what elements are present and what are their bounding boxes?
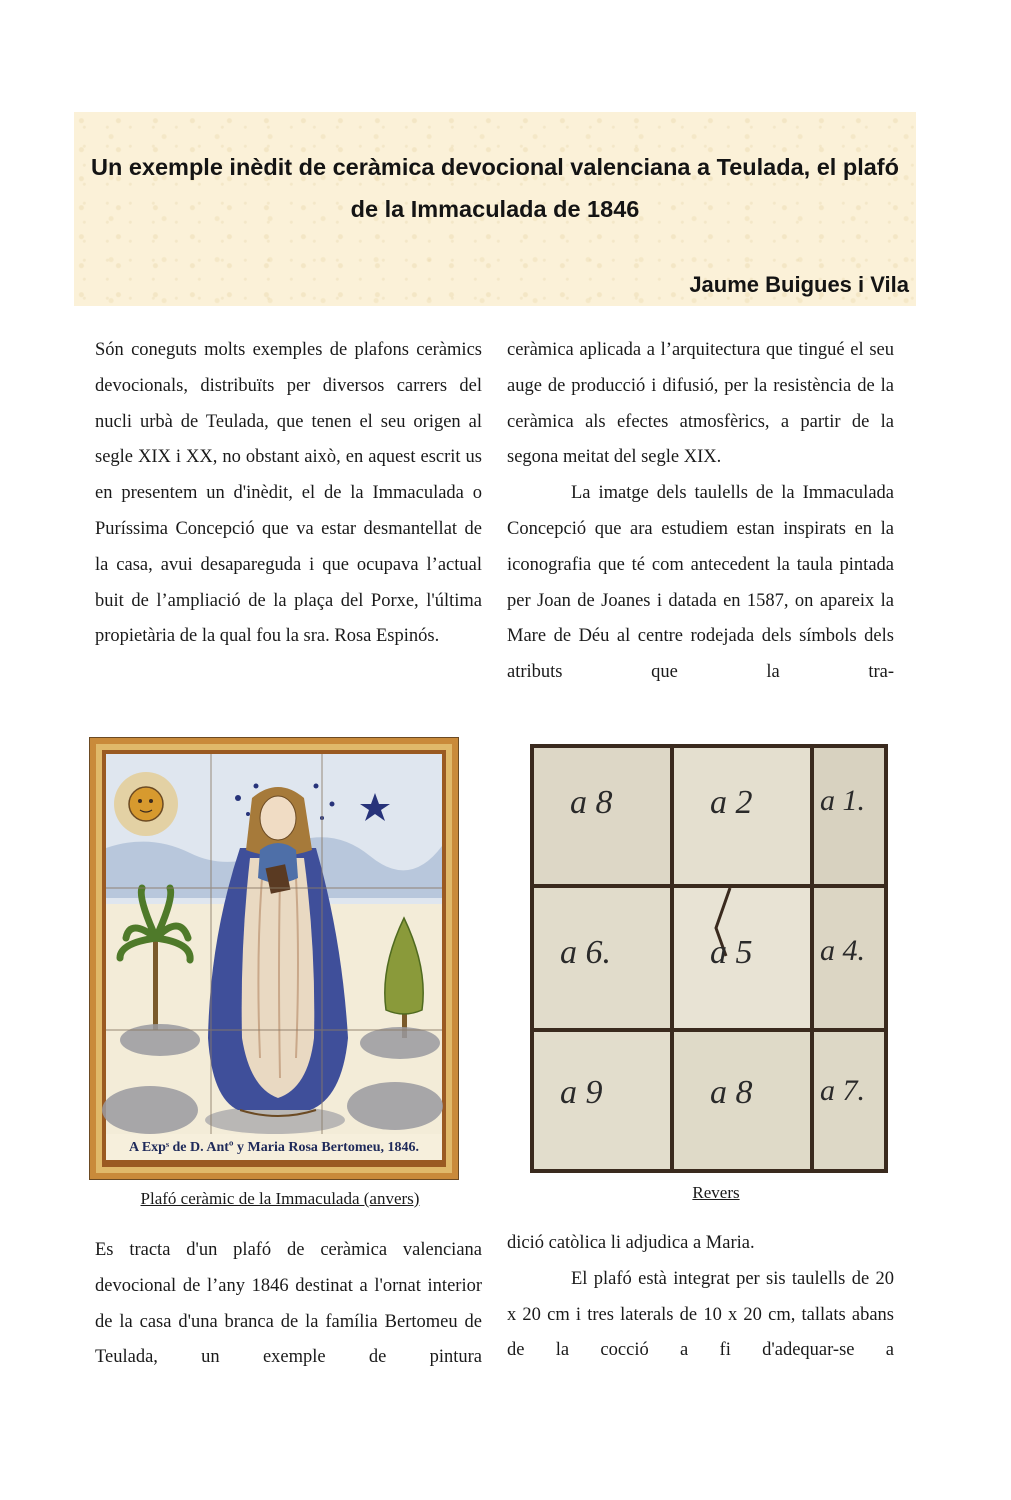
- tile-mark: a 8: [570, 784, 613, 821]
- tile-mark: a 7.: [820, 1074, 865, 1107]
- left-column-top: [95, 333, 482, 655]
- panel-inscription: A Expˢ de D. Antº y Maria Rosa Bertomeu, 1846.: [129, 1140, 419, 1155]
- right-column-top: [507, 333, 894, 691]
- caption-back: Revers: [692, 1183, 740, 1202]
- tile-mark: a 8: [710, 1074, 753, 1111]
- paragraph-imatge: La imatge dels taulells de la Immaculada Concepció que ara estudiem estan inspirats en la iconografia que té com antecedent la taula pintada per Joan de Joanes i datada en 1587, on apareix la Mare de Déu al centre rodejada dels símbols dels atributs que la tra-: [507, 483, 894, 683]
- tile-mark: a 9: [560, 1074, 603, 1111]
- panel-front-image: [89, 737, 459, 1180]
- paragraph-maria: dició catòlica li adjudica a Maria.: [507, 1233, 755, 1253]
- paragraph-taulells: El plafó està integrat per sis taulells de 20 x 20 cm i tres laterals de 10 x 20 cm, tallats abans de la cocció a fi d'adequar-se a: [507, 1268, 894, 1361]
- article-author: Jaume Buigues i Vila: [689, 272, 909, 297]
- paragraph-ceramica: ceràmica aplicada a l’arquitectura que tingué el seu auge de producció i difusió, per la resistència de la ceràmica als efectes atmosfèrics, a partir de la segona meitat del segle XIX.: [507, 340, 894, 468]
- tile-mark: a 4.: [820, 934, 865, 967]
- paragraph-plafo: Es tracta d'un plafó de ceràmica valenciana devocional de l’any 1846 destinat a l'ornat interior de la casa d'una branca de la família Bertomeu de Teulada, un exemple de pintura: [95, 1240, 482, 1368]
- tile-mark: a 5: [710, 934, 753, 971]
- paragraph-intro: Són coneguts molts exemples de plafons ceràmics devocionals, distribuïts per diversos carrers del nucli urbà de Teulada, que tenen el seu origen al segle XIX i XX, no obstant això, en aquest escrit us en presentem un d'inèdit, el de la Immaculada o Puríssima Concepció que va estar desmantellat de la casa, avui desapareguda i que ocupava l’actual buit de l’ampliació de la plaça del Porxe, l'última propietària de la qual fou la sra. Rosa Espinós.: [95, 340, 482, 647]
- sun-motif: [114, 772, 178, 836]
- tile-mark: a 2: [710, 784, 753, 821]
- article-title: Un exemple inèdit de ceràmica devocional valenciana a Teulada, el plafó de la Immaculada de 1846: [90, 154, 899, 222]
- left-column-bottom: [95, 1233, 482, 1376]
- right-column-bottom: [507, 1226, 894, 1369]
- tile-mark: a 6.: [560, 934, 611, 971]
- panel-back-image: [530, 744, 888, 1173]
- caption-front: Plafó ceràmic de la Immaculada (anvers): [140, 1189, 420, 1208]
- tile-mark: a 1.: [820, 784, 865, 817]
